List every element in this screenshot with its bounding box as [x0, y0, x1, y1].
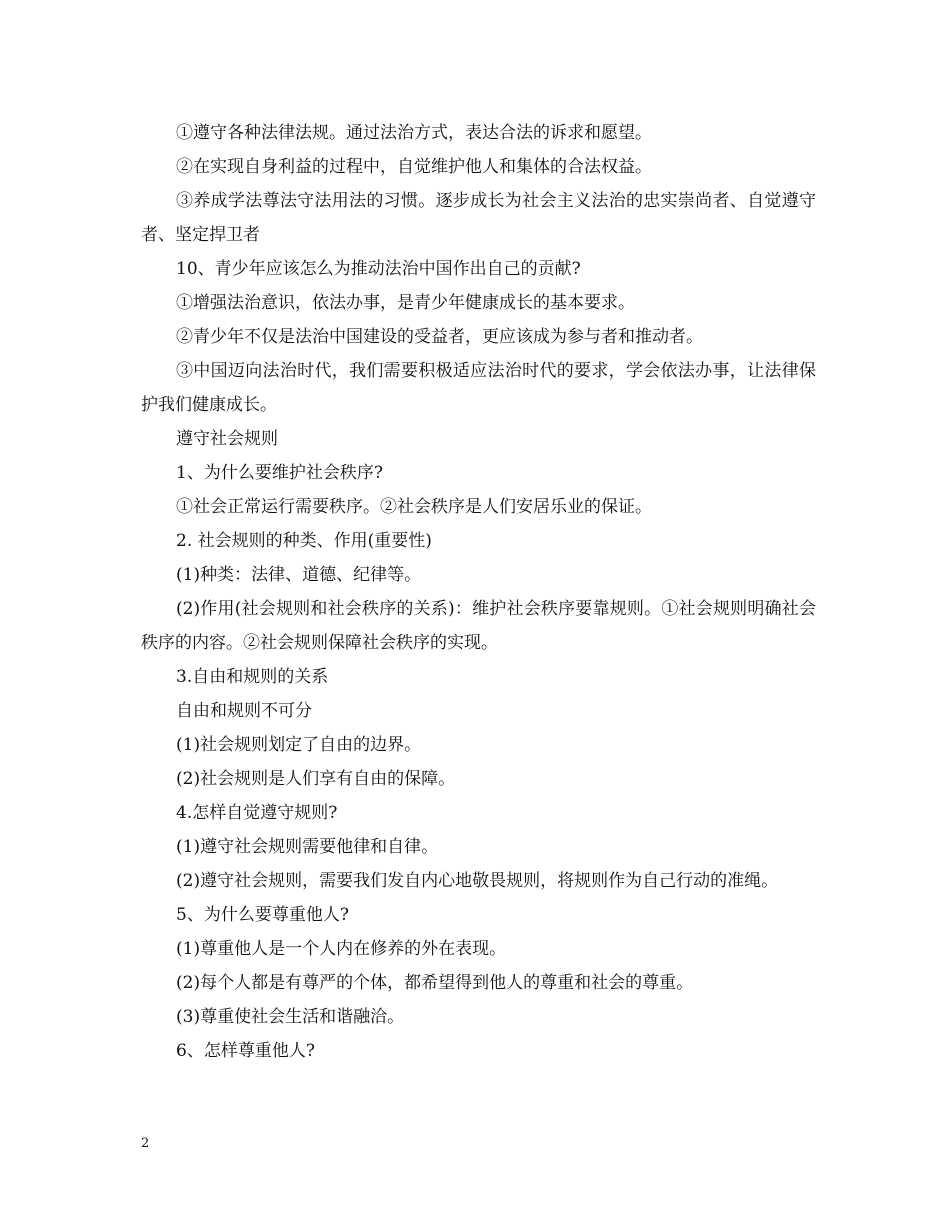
paragraph: (1)尊重他人是一个人内在修养的外在表现。	[176, 939, 507, 959]
paragraph: (1)种类：法律、道德、纪律等。	[176, 565, 422, 585]
paragraph: (2)每个人都是有尊严的个体，都希望得到他人的尊重和社会的尊重。	[176, 973, 694, 993]
page-number: 2	[141, 1136, 150, 1151]
paragraph: (1)遵守社会规则需要他律和自律。	[176, 837, 439, 857]
question-heading: 10、青少年应该怎么为推动法治中国作出自己的贡献?	[176, 259, 581, 279]
paragraph: (2)遵守社会规则，需要我们发自内心地敬畏规则，将规则作为自己行动的准绳。	[176, 871, 779, 891]
paragraph: (2)社会规则是人们享有自由的保障。	[176, 769, 456, 789]
section-heading: 遵守社会规则	[176, 429, 278, 449]
paragraph: ②在实现自身利益的过程中，自觉维护他人和集体的合法权益。	[176, 157, 652, 177]
paragraph: (1)社会规则划定了自由的边界。	[176, 735, 422, 755]
question-heading: 2. 社会规则的种类、作用(重要性)	[176, 531, 432, 551]
paragraph: (2)作用(社会规则和社会秩序的关系)：维护社会秩序要靠规则。①社会规则明确社会秩序的内容。②社会规则保障社会秩序的实现。	[141, 599, 816, 653]
question-heading: 3.自由和规则的关系	[176, 667, 329, 687]
question-heading: 6、怎样尊重他人?	[176, 1041, 315, 1061]
question-heading: 4.怎样自觉遵守规则?	[176, 803, 338, 823]
paragraph: 自由和规则不可分	[176, 701, 312, 721]
paragraph: (3)尊重使社会生活和谐融洽。	[176, 1007, 405, 1027]
paragraph: ③养成学法尊法守法用法的习惯。逐步成长为社会主义法治的忠实崇尚者、自觉遵守者、坚定捍卫者	[141, 191, 816, 245]
paragraph: ②青少年不仅是法治中国建设的受益者，更应该成为参与者和推动者。	[176, 327, 703, 347]
paragraph: ①社会正常运行需要秩序。②社会秩序是人们安居乐业的保证。	[176, 497, 652, 517]
paragraph: ①遵守各种法律法规。通过法治方式，表达合法的诉求和愿望。	[176, 123, 652, 143]
question-heading: 5、为什么要尊重他人?	[176, 905, 349, 925]
question-heading: 1、为什么要维护社会秩序?	[176, 463, 383, 483]
document-body	[141, 116, 816, 1068]
paragraph: ③中国迈向法治时代，我们需要积极适应法治时代的要求，学会依法办事，让法律保护我们健康成长。	[141, 361, 816, 415]
paragraph: ①增强法治意识，依法办事，是青少年健康成长的基本要求。	[176, 293, 635, 313]
